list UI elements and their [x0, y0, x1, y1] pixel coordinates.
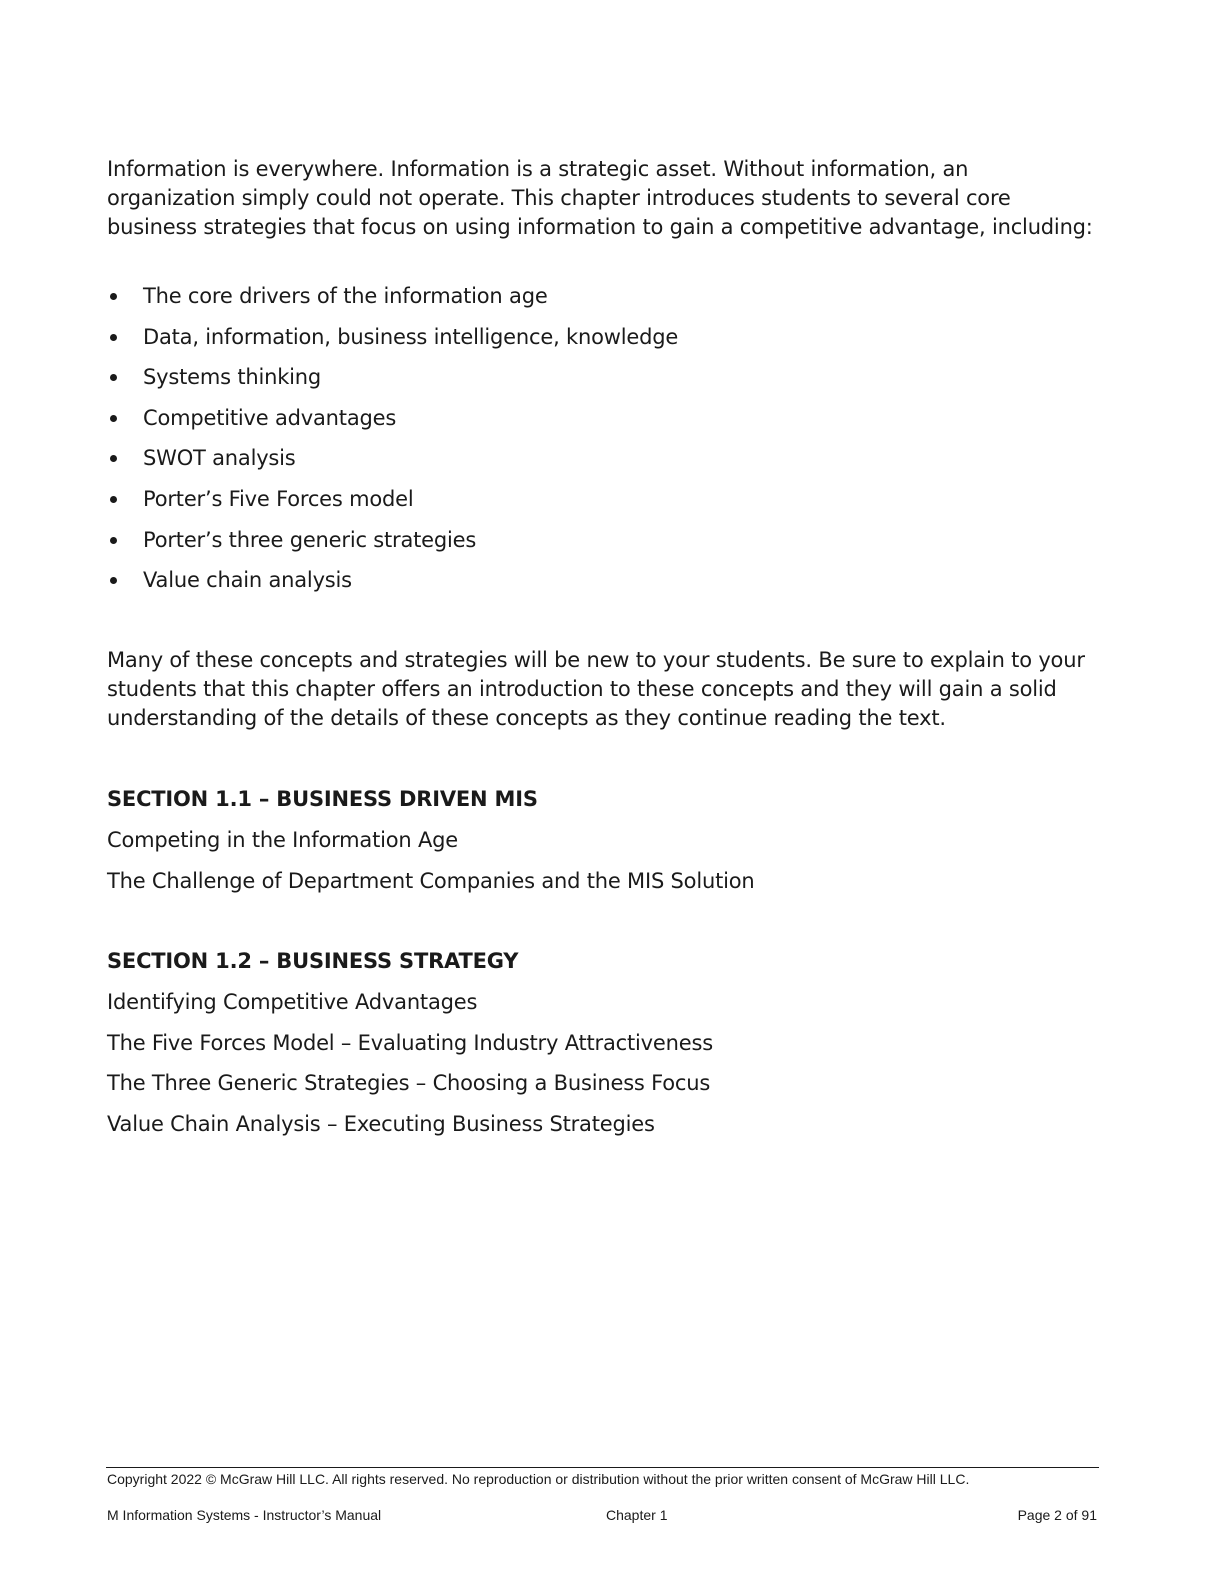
section-heading: SECTION 1.2 – BUSINESS STRATEGY: [107, 949, 519, 973]
bullet-text: Competitive advantages: [143, 405, 397, 430]
bullet-item: [107, 321, 678, 362]
bullet-text: SWOT analysis: [143, 446, 296, 471]
footer-chapter: Chapter 1: [606, 1507, 668, 1523]
bullet-icon: [110, 374, 117, 381]
closing-paragraph: Many of these concepts and strategies will be new to your students. Be sure to explain to your students that this chapter offers an introduction to these concepts and they will gain a solid understanding of the details of these concepts as they continue reading the text.: [107, 648, 1085, 730]
bullet-item: [107, 361, 678, 402]
footer-divider: [106, 1467, 1099, 1468]
section-topic-list: [107, 825, 755, 906]
bullet-text: Value chain analysis: [143, 568, 352, 593]
bullet-text: Systems thinking: [143, 365, 322, 390]
bullet-text: Porter’s three generic strategies: [143, 527, 477, 552]
bullet-item: [107, 564, 678, 605]
bullet-text: Data, information, business intelligence, knowledge: [143, 324, 679, 349]
bullet-item: [107, 402, 678, 443]
bullet-icon: [110, 334, 117, 341]
bullet-icon: [110, 577, 117, 584]
topic-bullet-list: [107, 280, 678, 605]
copyright-notice: Copyright 2022 © McGraw Hill LLC. All rights reserved. No reproduction or distribution without the prior written consent of McGraw Hill LLC.: [107, 1471, 970, 1487]
section-topic-list: [107, 987, 713, 1149]
footer-document-title: M Information Systems - Instructor’s Manual: [107, 1507, 382, 1523]
section-topic: Identifying Competitive Advantages: [107, 990, 478, 1014]
section-topic: The Three Generic Strategies – Choosing a Business Focus: [107, 1071, 711, 1096]
bullet-icon: [110, 293, 117, 300]
bullet-icon: [110, 455, 117, 462]
bullet-text: Porter’s Five Forces model: [143, 486, 414, 511]
bullet-item: [107, 483, 678, 524]
section-topic: Competing in the Information Age: [107, 828, 459, 852]
section-topic: The Five Forces Model – Evaluating Industry Attractiveness: [107, 1030, 713, 1055]
bullet-item: [107, 524, 678, 565]
section-topic: The Challenge of Department Companies and the MIS Solution: [107, 868, 755, 893]
bullet-icon: [110, 496, 117, 503]
bullet-icon: [110, 415, 117, 422]
bullet-text: The core drivers of the information age: [143, 284, 548, 308]
section-topic: Value Chain Analysis – Executing Business Strategies: [107, 1111, 655, 1136]
bullet-item: [107, 442, 678, 483]
bullet-icon: [110, 537, 117, 544]
footer-page-number: Page 2 of 91: [1017, 1507, 1097, 1523]
section-heading: SECTION 1.1 – BUSINESS DRIVEN MIS: [107, 787, 538, 811]
intro-paragraph: Information is everywhere. Information is a strategic asset. Without information, an organization simply could not operate. This chapter introduces students to several core business strategies that focus on using information to gain a competitive advantage, including:: [107, 157, 1093, 239]
bullet-item: [107, 280, 678, 321]
